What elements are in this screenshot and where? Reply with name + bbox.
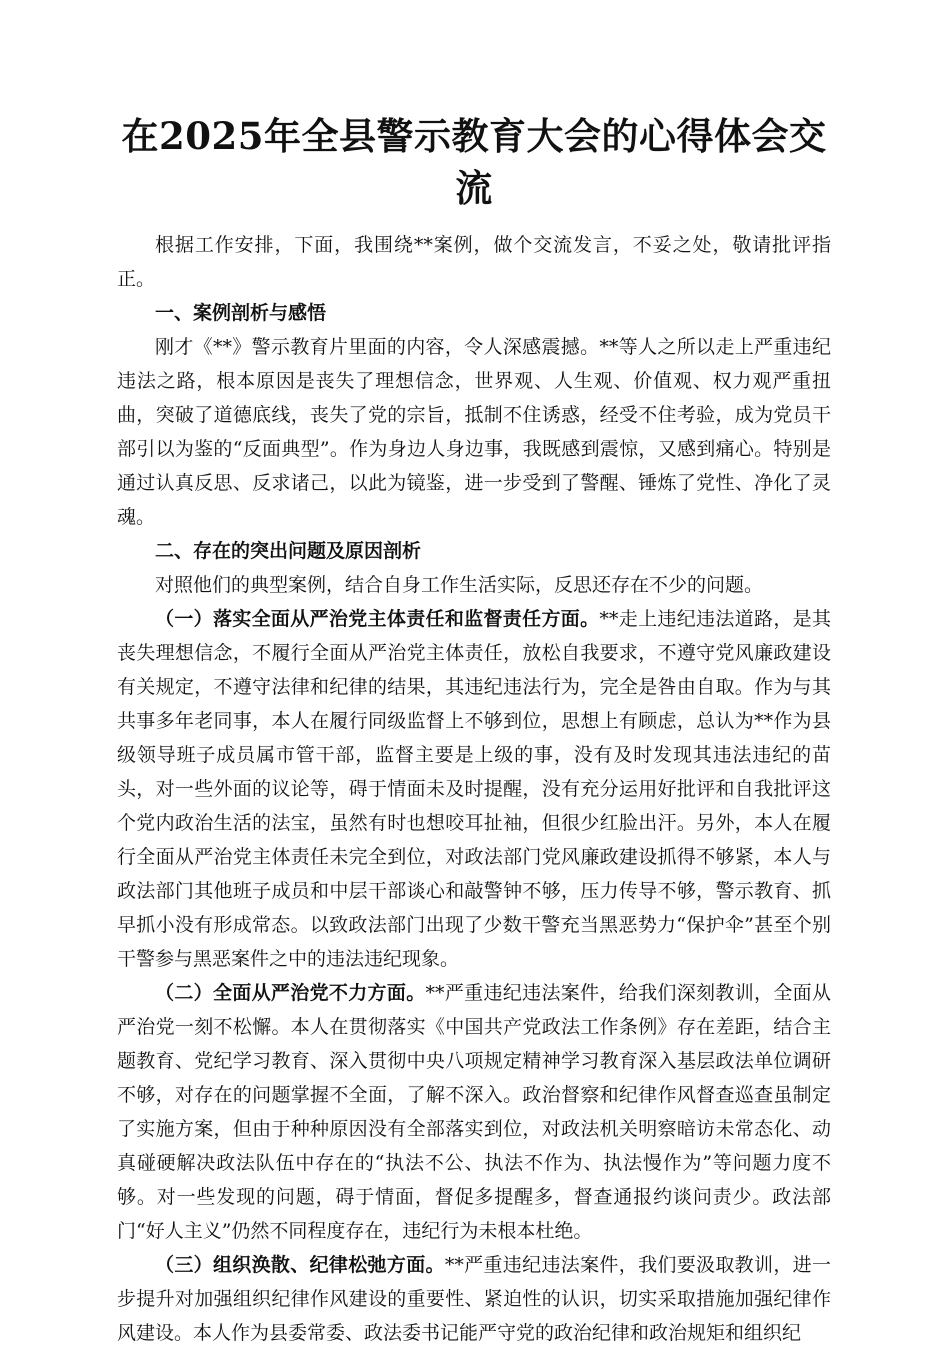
- intro-paragraph: 根据工作安排，下面，我围绕**案例，做个交流发言，不妥之处，敬请批评指正。: [117, 234, 831, 290]
- section-heading-problems: 二、存在的突出问题及原因剖析: [155, 540, 422, 562]
- subsection-discipline: [117, 1248, 831, 1350]
- subsection-body-strict-governance: **严重违纪违法案件，给我们深刻教训，全面从严治党一刻不松懈。本人在贯彻落实《中国共产党政法工作条例》存在差距，结合主题教育、党纪学习教育、深入贯彻中央八项规定精神学习教育深入基层政法单位调研不够，对存在的问题掌握不全面，了解不深入。政治督察和纪律作风督查巡查虽制定了实施方案，但由于种种原因没有全部落实到位，对政法机关明察暗访未常态化、动真碰硬解决政法队伍中存在的“执法不公、执法不作为、执法慢作为”等问题力度不够。对一些发现的问题，碍于情面，督促多提醒多，督查通报约谈问责少。政法部门“好人主义”仍然不同程度存在，违纪行为未根本杜绝。: [117, 982, 831, 1242]
- subsection-lead-responsibility: （一）落实全面从严治党主体责任和监督责任方面。: [155, 608, 600, 630]
- subsection-strict-governance: [117, 976, 831, 1248]
- subsection-lead-strict-governance: （二）全面从严治党不力方面。: [155, 982, 426, 1004]
- section-body-case-analysis: 刚才《**》警示教育片里面的内容，令人深感震撼。**等人之所以走上严重违纪违法之路，根本原因是丧失了理想信念，世界观、人生观、价值观、权力观严重扭曲，突破了道德底线，丧失了党的宗旨，抵制不住诱惑，经受不住考验，成为党员干部引以为鉴的“反面典型”。作为身边人身边事，我既感到震惊，又感到痛心。特别是通过认真反思、反求诸己，以此为镜鉴，进一步受到了警醒、锤炼了党性、净化了灵魂。: [117, 336, 831, 528]
- section-intro-problems: 对照他们的典型案例，结合自身工作生活实际，反思还存在不少的问题。: [155, 574, 764, 596]
- subsection-body-responsibility: **走上违纪违法道路，是其丧失理想信念，不履行全面从严治党主体责任，放松自我要求，不遵守党风廉政建设有关规定，不遵守法律和纪律的结果，其违纪违法行为，完全是咎由自取。作为与其共事多年老同事，本人在履行同级监督上不够到位，思想上有顾虑，总认为**作为县级领导班子成员属市管干部，监督主要是上级的事，没有及时发现其违法违纪的苗头，对一些外面的议论等，碍于情面未及时提醒，没有充分运用好批评和自我批评这个党内政治生活的法宝，虽然有时也想咬耳扯袖，但很少红脸出汗。另外，本人在履行全面从严治党主体责任未完全到位，对政法部门党风廉政建设抓得不够紧，本人与政法部门其他班子成员和中层干部谈心和敲警钟不够，压力传导不够，警示教育、抓早抓小没有形成常态。以致政法部门出现了少数干警充当黑恶势力“保护伞”甚至个别干警参与黑恶案件之中的违法违纪现象。: [117, 608, 831, 970]
- subsection-lead-discipline: （三）组织涣散、纪律松弛方面。: [155, 1254, 445, 1276]
- subsection-body-discipline: **严重违纪违法案件，我们要汲取教训，进一步提升对加强组织纪律作风建设的重要性、紧迫性的认识，切实采取措施加强纪律作风建设。本人作为县委常委、政法委书记能严守党的政治纪律和政治规矩和组织纪: [117, 1254, 831, 1344]
- section-heading-case-analysis: 一、案例剖析与感悟: [155, 302, 327, 324]
- document-title: 在2025年全县警示教育大会的心得体会交流: [121, 114, 827, 210]
- subsection-responsibility: [117, 602, 831, 976]
